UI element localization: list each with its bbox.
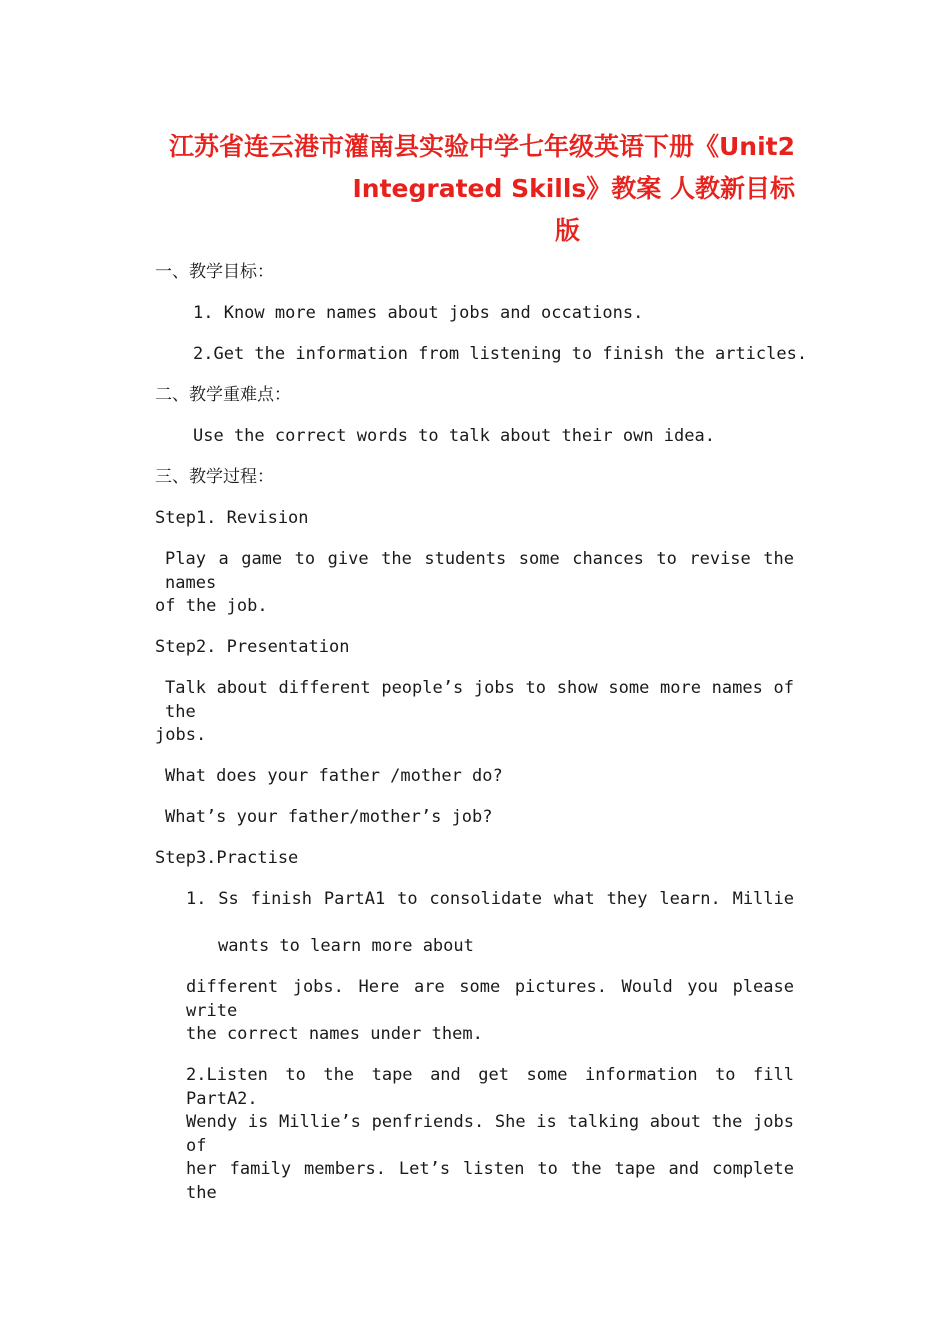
goal-item-1: 1. Know more names about jobs and occations. — [193, 303, 644, 323]
step2-heading: Step2. Presentation — [155, 637, 350, 657]
goals-heading: 一、教学目标： — [155, 262, 274, 282]
step3-item2-line-1: 2.Listen to the tape and get some information to fill PartA2. — [186, 1065, 794, 1109]
step1-text-line-1: Play a game to give the students some chances to revise the names — [165, 549, 794, 593]
step3-item2-line-2: Wendy is Millie’s penfriends. She is talking about the jobs of — [186, 1112, 794, 1156]
step3-item1-line-1: 1. Ss finish PartA1 to consolidate what they learn. Millie — [186, 889, 794, 909]
key-points-text: Use the correct words to talk about their own idea. — [193, 426, 715, 446]
step3-heading: Step3.Practise — [155, 848, 299, 868]
step1-heading: Step1. Revision — [155, 508, 309, 528]
step1-text-line-2: of the job. — [155, 596, 268, 616]
document-title-line-2: Integrated Skills》教案 人教新目标 — [352, 174, 795, 203]
step3-item1-line-4: the correct names under them. — [186, 1024, 483, 1044]
goal-item-2: 2.Get the information from listening to finish the articles. — [193, 344, 808, 364]
document-title-line-1: 江苏省连云港市灌南县实验中学七年级英语下册《Unit2 — [168, 132, 795, 161]
key-points-heading: 二、教学重难点： — [155, 385, 291, 405]
step3-item1-line-2: wants to learn more about — [218, 936, 474, 956]
step2-text-line-2: jobs. — [155, 725, 207, 745]
step2-question-2: What’s your father/mother’s job? — [165, 807, 493, 827]
document-title-line-3: 版 — [555, 216, 581, 245]
process-heading: 三、教学过程： — [155, 467, 274, 487]
step3-item2-line-3: her family members. Let’s listen to the tape and complete the — [186, 1159, 794, 1203]
step2-question-1: What does your father /mother do? — [165, 766, 503, 786]
step2-text-line-1: Talk about different people’s jobs to show some more names of the — [165, 678, 794, 722]
step3-item1-line-3: different jobs. Here are some pictures. Would you please write — [186, 977, 794, 1021]
